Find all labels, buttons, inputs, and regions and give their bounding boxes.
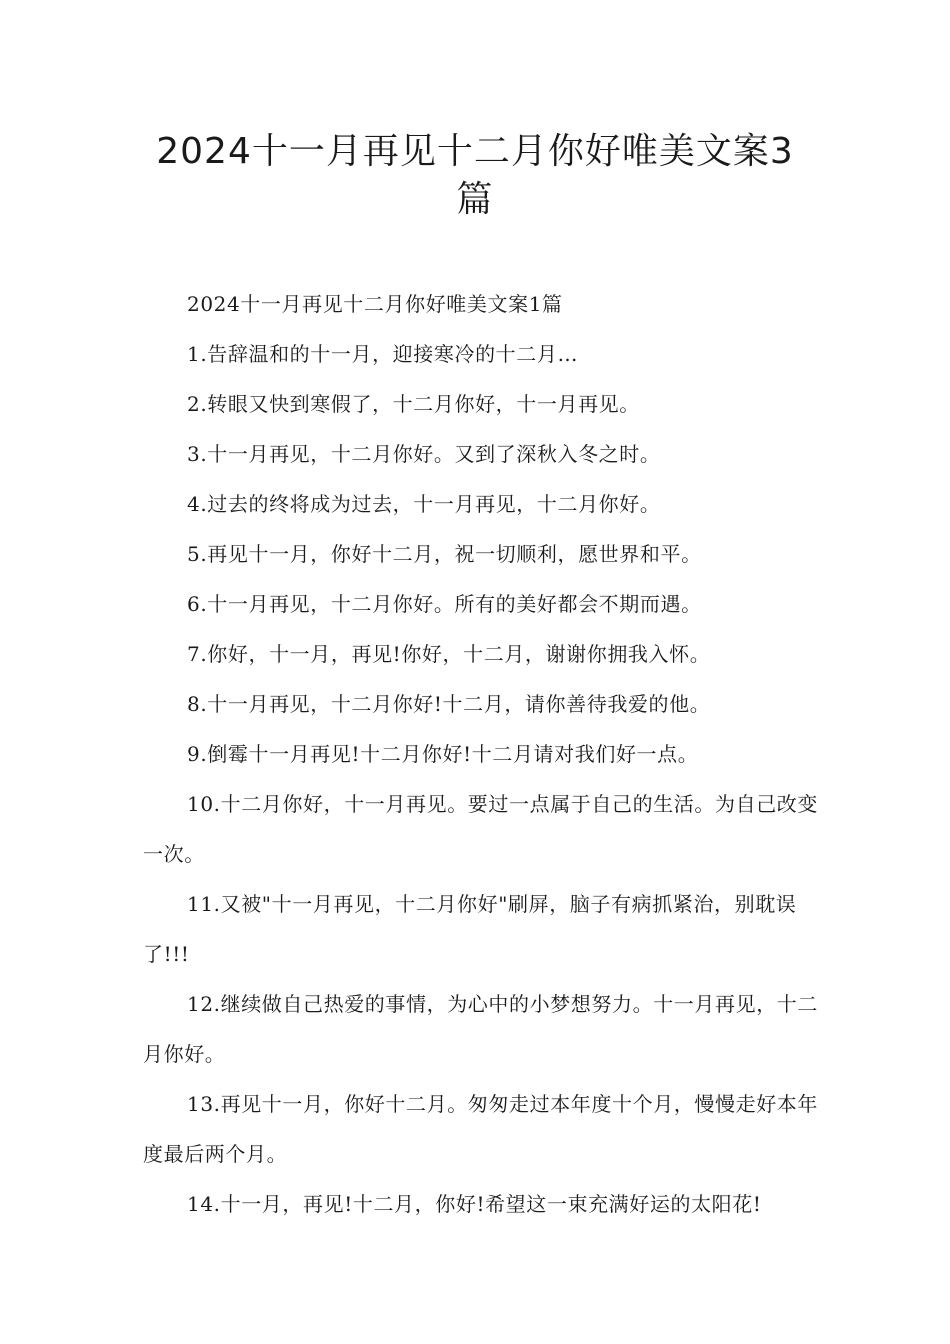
list-item: 10.十二月你好，十一月再见。要过一点属于自己的生活。为自己改变一次。: [143, 792, 819, 866]
document-title: [120, 128, 830, 224]
title-line-2: 篇: [456, 179, 494, 220]
list-item: 1.告辞温和的十一月，迎接寒冷的十二月…: [187, 342, 579, 366]
list-item: 14.十一月，再见!十二月，你好!希望这一束充满好运的太阳花!: [187, 1192, 762, 1216]
list-item: 12.继续做自己热爱的事情，为心中的小梦想努力。十一月再见，十二月你好。: [143, 992, 819, 1066]
list-item: 13.再见十一月，你好十二月。匆匆走过本年度十个月，慢慢走好本年度最后两个月。: [143, 1092, 819, 1166]
list-item: 9.倒霉十一月再见!十二月你好!十二月请对我们好一点。: [187, 742, 699, 766]
list-item: 5.再见十一月，你好十二月，祝一切顺利，愿世界和平。: [187, 542, 702, 566]
list-item: 7.你好，十一月，再见!你好，十二月，谢谢你拥我入怀。: [187, 642, 711, 666]
list-item: 3.十一月再见，十二月你好。又到了深秋入冬之时。: [187, 442, 661, 466]
title-line-1: 2024十一月再见十二月你好唯美文案3: [156, 131, 794, 172]
list-item: 8.十一月再见，十二月你好!十二月，请你善待我爱的他。: [187, 692, 711, 716]
list-item: 6.十一月再见，十二月你好。所有的美好都会不期而遇。: [187, 592, 702, 616]
section-heading: 2024十一月再见十二月你好唯美文案1篇: [187, 292, 563, 316]
list-item: 11.又被"十一月再见，十二月你好"刷屏，脑子有病抓紧治，别耽误了!!!: [143, 892, 797, 966]
document-body: [143, 279, 823, 1229]
list-item: 4.过去的终将成为过去，十一月再见，十二月你好。: [187, 492, 661, 516]
list-item: 2.转眼又快到寒假了，十二月你好，十一月再见。: [187, 392, 640, 416]
